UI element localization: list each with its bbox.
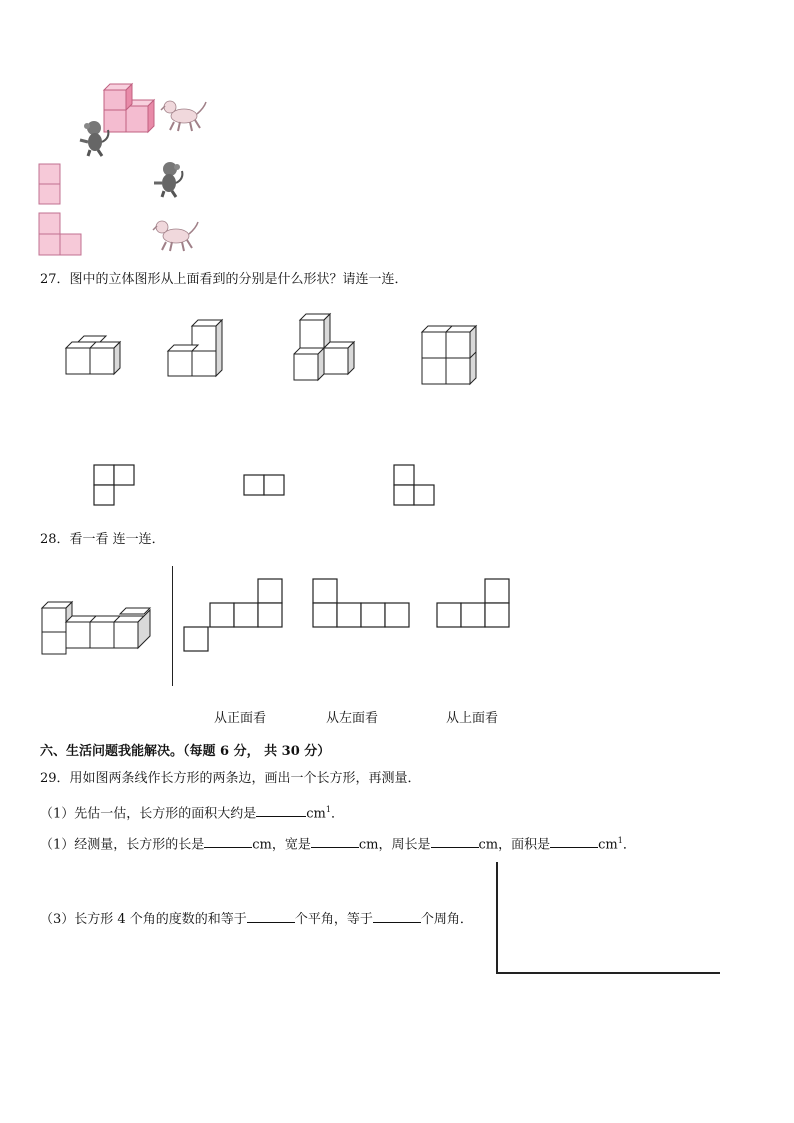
q29-p1-text: （1）先估一估，长方形的面积大约是	[40, 806, 257, 822]
q29-part-3	[40, 910, 473, 928]
q27-top-view-two-squares	[242, 473, 288, 499]
unit: cm	[598, 837, 618, 853]
q29-p2-text-b: cm，宽是	[252, 837, 311, 853]
q27-top-view-l-shape	[392, 463, 438, 509]
question-29-text: 29．用如图两条线作长方形的两条边，画出一个长方形，再测量．	[40, 771, 421, 786]
answer-blank[interactable]	[256, 804, 306, 817]
q29-part-1	[40, 802, 344, 822]
q27-solid-a	[64, 332, 128, 378]
monkey-icon	[152, 161, 186, 197]
q27-solid-c	[290, 312, 364, 384]
q28-view-option-2	[311, 577, 415, 633]
monkey-icon	[78, 120, 112, 156]
punct: ．	[622, 837, 636, 853]
q28-divider	[172, 566, 173, 686]
rectangle-vertical-side	[496, 862, 498, 974]
q29-p2-text-d: cm，面积是	[478, 837, 551, 853]
q27-solid-d	[420, 324, 484, 388]
q29-p2-text-a: （1）经测量，长方形的长是	[40, 837, 205, 853]
q29-part-2	[40, 833, 636, 853]
q28-view-option-3	[435, 577, 515, 633]
left-view-pink-l-shape	[38, 212, 84, 258]
view-label-front: 从正面看	[214, 711, 267, 726]
unit-exponent: 1	[325, 805, 331, 814]
q29-p3-text-b: 个平角，等于	[294, 912, 373, 927]
answer-blank-straight-angles[interactable]	[247, 910, 295, 923]
q29-p3-text-c: 个周角．	[420, 912, 473, 927]
answer-blank-width[interactable]	[311, 835, 359, 848]
section-6-title: 六、生活问题我能解决。（每题 6 分， 共 30 分）	[40, 744, 331, 759]
q28-solid-figure	[40, 600, 156, 660]
answer-blank-area[interactable]	[550, 835, 598, 848]
unit: cm	[306, 806, 326, 822]
view-label-top: 从上面看	[446, 711, 499, 726]
q27-top-view-l-shape-right	[92, 463, 138, 509]
q29-p3-text-a: （3）长方形 4 个角的度数的和等于	[40, 912, 247, 927]
q28-view-option-1	[182, 577, 286, 657]
dog-icon	[152, 218, 200, 252]
q29-p2-text-c: cm，周长是	[358, 837, 431, 853]
answer-blank-full-angles[interactable]	[373, 910, 421, 923]
answer-blank-length[interactable]	[204, 835, 252, 848]
question-27-text: 27．图中的立体图形从上面看到的分别是什么形状？请连一连．	[40, 272, 408, 287]
dog-icon	[160, 98, 208, 132]
rectangle-horizontal-side	[496, 972, 720, 974]
front-view-pink-two-stack	[38, 163, 62, 207]
q27-solid-b	[164, 318, 228, 380]
view-label-left: 从左面看	[326, 711, 379, 726]
unit-exponent: 1	[617, 836, 623, 845]
answer-blank-perimeter[interactable]	[431, 835, 479, 848]
question-28-text: 28．看一看 连一连．	[40, 532, 165, 547]
punct: ．	[330, 806, 344, 822]
